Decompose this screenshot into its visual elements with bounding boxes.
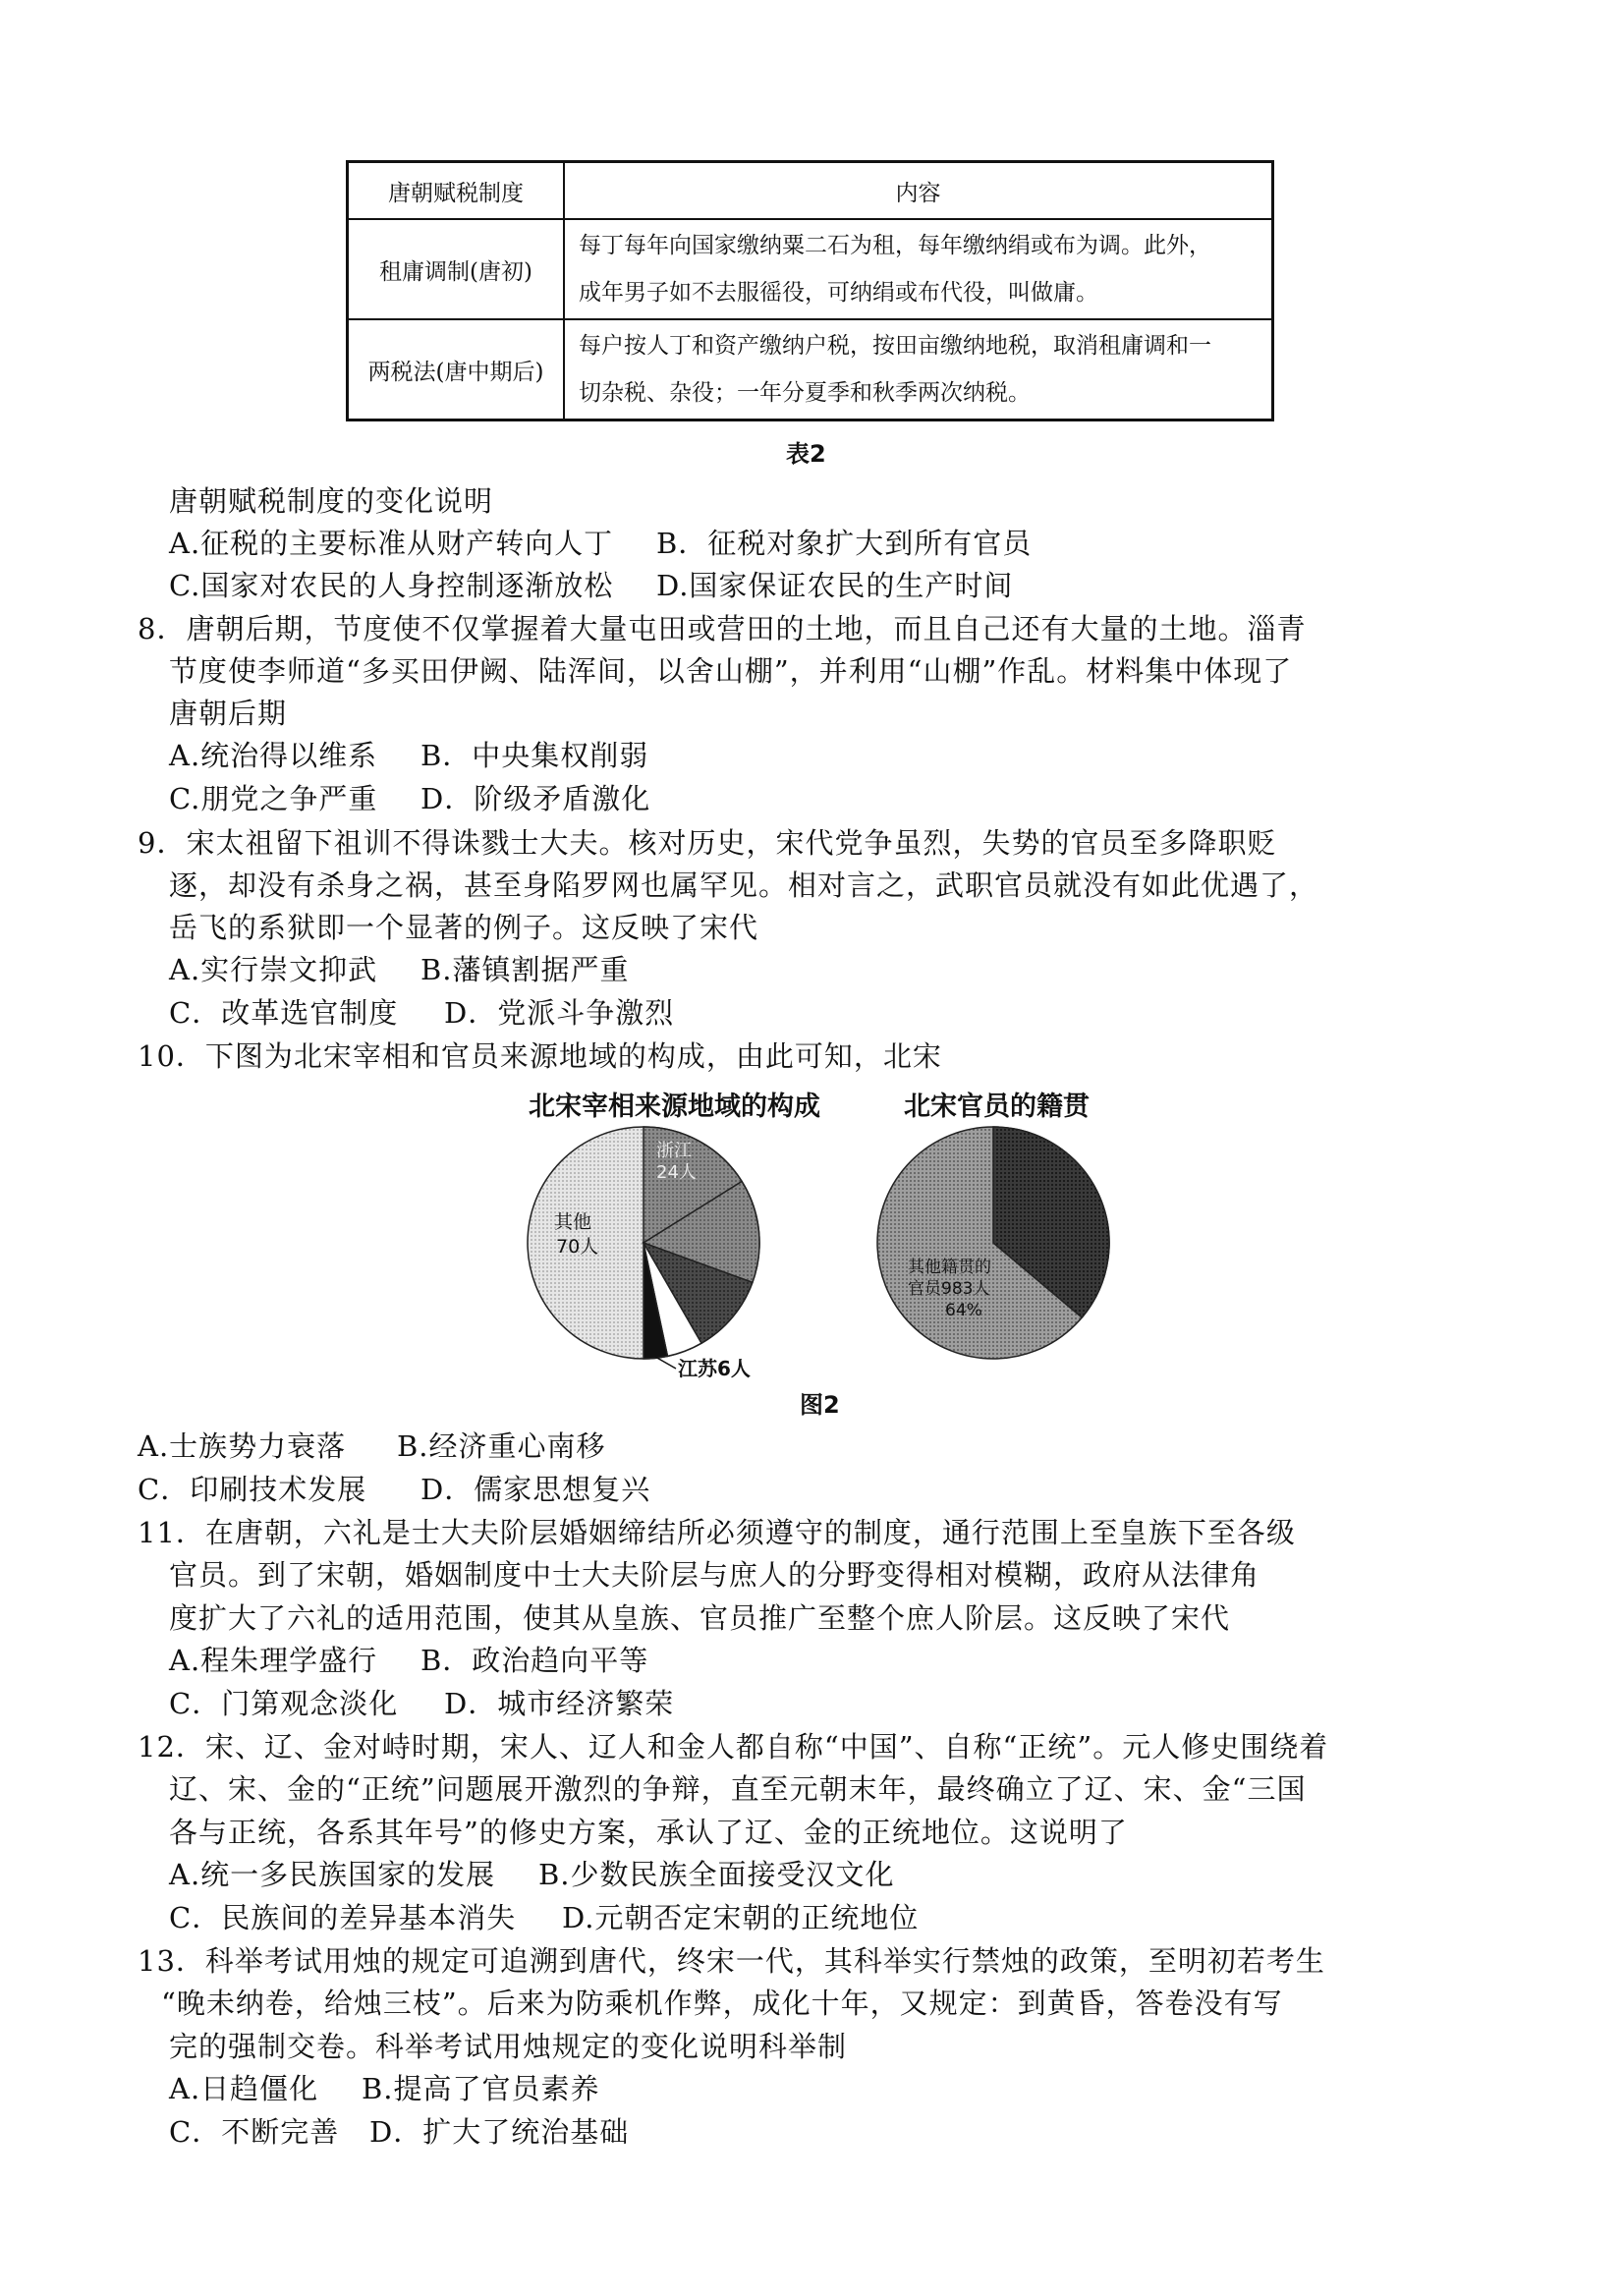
figure-caption: 图2 [800,1391,840,1419]
pie1-label-other-count: 70人 [556,1236,599,1258]
table-header-system: 唐朝赋税制度 [348,162,565,220]
q13-option-b: B.提高了官员素养 [362,2072,600,2105]
q7-option-c: C.国家对农民的人身控制逐渐放松 [169,569,614,602]
q8-line3: 唐朝后期 [169,697,288,730]
q9-line1: 9．宋太祖留下祖训不得诛戮士大夫。核对历史，宋代党争虽烈，失势的官员至多降职贬 [138,826,1277,860]
table-cell-line: 成年男子如不去服徭役，可纳绢或布代役，叫做庸。 [579,280,1098,306]
table-header-content: 内容 [564,162,1273,220]
q8-option-d: D．阶级矛盾激化 [420,782,651,815]
q10-stem: 10．下图为北宋宰相和官员来源地域的构成，由此可知，北宋 [138,1039,942,1073]
table-cell-content [564,219,1273,319]
q9-option-a: A.实行崇文抑武 [169,953,378,986]
q12-option-c: C．民族间的差异基本消失 [169,1901,517,1934]
q9-option-b: B.藩镇割据严重 [420,953,630,986]
table-row [348,219,1273,319]
pie1-leader-line [655,1357,676,1369]
table-row [348,319,1273,420]
pie1-label-zhejiang: 浙江 [656,1141,692,1161]
table-cell-line: 切杂税、杂役；一年分夏季和秋季两次纳税。 [579,380,1031,406]
table-caption: 表2 [786,440,826,468]
q11-option-c: C．门第观念淡化 [169,1687,399,1720]
pie1-label-zhejiang-count: 24人 [656,1162,697,1183]
q7-option-a: A.征税的主要标准从财产转向人丁 [169,527,614,560]
q7-option-d: D.国家保证农民的生产时间 [656,569,1014,602]
pie2-chart [874,1125,1120,1371]
q11-option-b: B．政治趋向平等 [420,1644,649,1677]
q13-line1: 13．科举考试用烛的规定可追溯到唐代，终宋一代，其科举实行禁烛的政策，至明初若考生 [138,1944,1325,1978]
table-cell-system: 两税法(唐中期后) [348,319,565,420]
table-cell-line: 每丁每年向国家缴纳粟二石为租，每年缴纳绢或布为调。此外， [579,233,1211,258]
q7-stem: 唐朝赋税制度的变化说明 [169,484,494,518]
q8-line2: 节度使李师道“多买田伊阙、陆浑间，以舍山棚”，并利用“山棚”作乱。材料集中体现了 [169,654,1293,688]
q12-option-d: D.元朝否定宋朝的正统地位 [562,1901,920,1934]
q12-line3: 各与正统，各系其年号”的修史方案，承认了辽、金的正统地位。这说明了 [169,1816,1128,1849]
table-cell-system: 租庸调制(唐初) [348,219,565,319]
q11-option-a: A.程朱理学盛行 [169,1644,378,1677]
q10-option-b: B.经济重心南移 [397,1429,606,1463]
q10-option-a: A.士族势力衰落 [138,1429,347,1463]
q8-option-c: C.朋党之争严重 [169,782,378,815]
q13-option-c: C．不断完善 [169,2115,340,2149]
pie2-label-line2: 官员983人 [908,1279,990,1299]
pie2-title: 北宋官员的籍贯 [904,1092,1090,1122]
q12-line1: 12．宋、辽、金对峙时期，宋人、辽人和金人都自称“中国”、自称“正统”。元人修史围绕着 [138,1730,1329,1764]
q11-line1: 11．在唐朝，六礼是士大夫阶层婚姻缔结所必须遵守的制度，通行范围上至皇族下至各级 [138,1516,1296,1549]
q10-option-c: C．印刷技术发展 [138,1473,367,1506]
table-cell-content [564,319,1273,420]
q11-line3: 度扩大了六礼的适用范围，使其从皇族、官员推广至整个庶人阶层。这反映了宋代 [169,1601,1231,1635]
q12-option-a: A.统一多民族国家的发展 [169,1858,496,1891]
q12-line2: 辽、宋、金的“正统”问题展开激烈的争辩，直至元朝末年，最终确立了辽、宋、金“三国 [169,1772,1307,1806]
q8-option-a: A.统治得以维系 [169,739,378,772]
q10-option-d: D．儒家思想复兴 [420,1473,651,1506]
q9-option-c: C．改革选官制度 [169,996,399,1030]
table-cell-line: 每户按人丁和资产缴纳户税，按田亩缴纳地税，取消租庸调和一 [579,333,1211,359]
pie1-label-other: 其他 [554,1211,592,1233]
q7-option-b: B．征税对象扩大到所有官员 [656,527,1033,560]
q13-line3: 完的强制交卷。科举考试用烛规定的变化说明科举制 [169,2030,848,2063]
tax-system-table [346,160,1274,421]
pie1-title: 北宋宰相来源地域的构成 [529,1092,820,1122]
pie1-chart [519,1125,804,1371]
pie2-label-line1: 其他籍贯的 [908,1258,991,1277]
table-header-row [348,162,1273,220]
q9-line3: 岳飞的系狱即一个显著的例子。这反映了宋代 [169,911,759,944]
pie2-label-line3: 64% [945,1301,982,1320]
q11-option-d: D．城市经济繁荣 [444,1687,675,1720]
q12-option-b: B.少数民族全面接受汉文化 [538,1858,895,1891]
q13-option-d: D．扩大了统治基础 [369,2115,630,2149]
q8-option-b: B．中央集权削弱 [420,739,649,772]
q9-line2: 逐，却没有杀身之祸，甚至身陷罗网也属罕见。相对言之，武职官员就没有如此优遇了， [169,868,1319,902]
q11-line2: 官员。到了宋朝，婚姻制度中士大夫阶层与庶人的分野变得相对模糊，政府从法律角 [169,1558,1260,1592]
q8-line1: 8．唐朝后期，节度使不仅掌握着大量屯田或营田的土地，而且自己还有大量的土地。淄青 [138,612,1307,645]
pie1-label-jiangsu: 江苏6人 [678,1357,751,1380]
q9-option-d: D．党派斗争激烈 [444,996,675,1030]
q13-option-a: A.日趋僵化 [169,2072,319,2105]
q13-line2: “晚未纳卷，给烛三枝”。后来为防乘机作弊，成化十年，又规定：到黄昏，答卷没有写 [161,1987,1283,2020]
